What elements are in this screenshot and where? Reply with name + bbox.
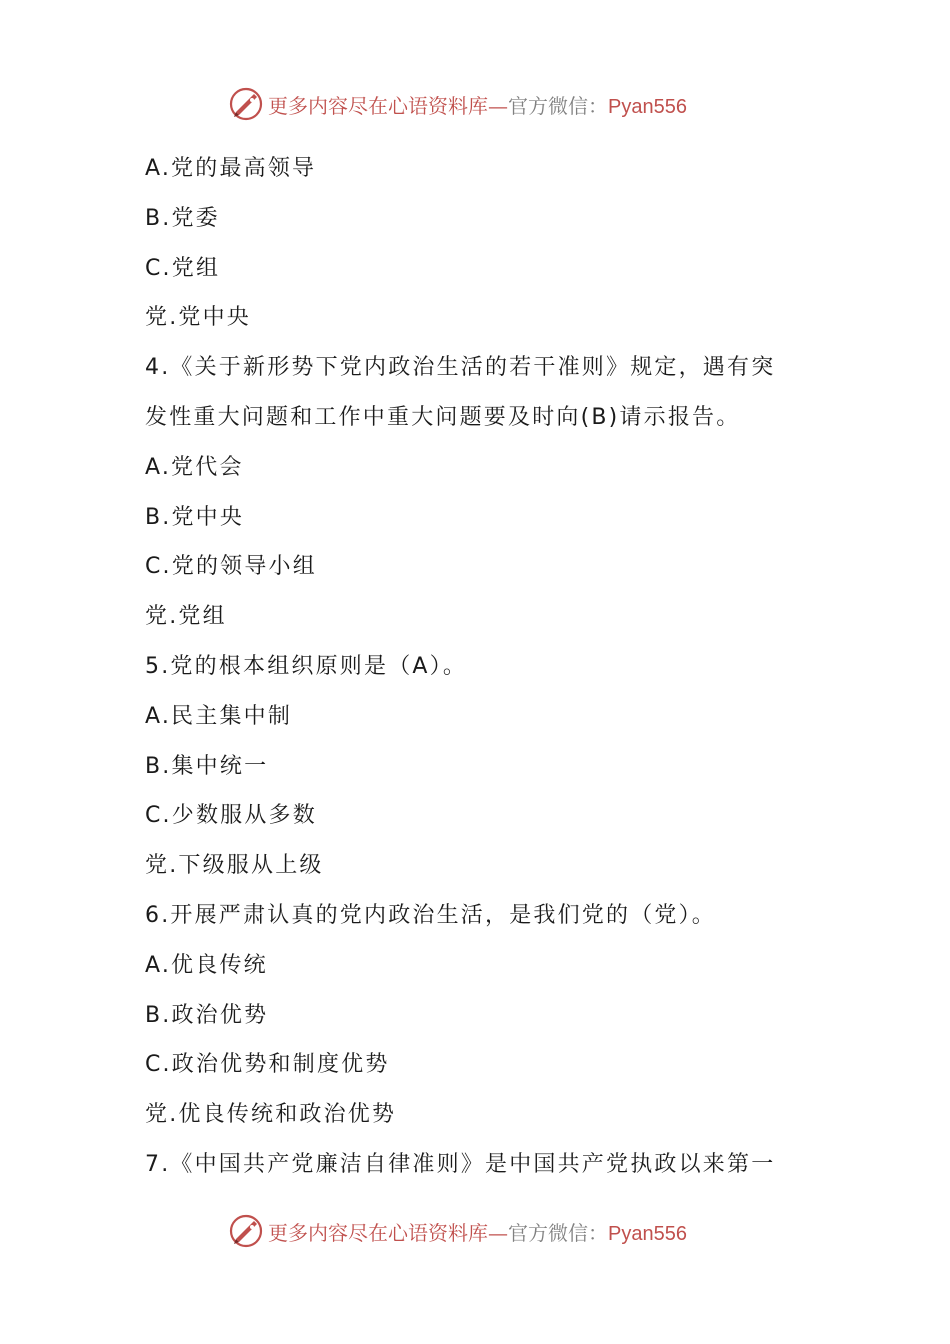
text-line: 6.开展严肃认真的党内政治生活，是我们党的（党）。	[145, 902, 716, 928]
watermark-main: 更多内容尽在心语资料库	[268, 93, 488, 118]
text-line: 党.下级服从上级	[145, 853, 324, 879]
text-line: C.党的领导小组	[145, 554, 317, 580]
watermark-dash: —	[488, 93, 508, 118]
header-watermark	[228, 84, 687, 124]
text-line: C.党组	[145, 255, 221, 281]
watermark-wechat-label: 官方微信：	[508, 1220, 608, 1245]
text-line: 发性重大问题和工作中重大问题要及时向(B)请示报告。	[145, 404, 741, 430]
footer-watermark	[228, 1211, 687, 1251]
watermark-main: 更多内容尽在心语资料库	[268, 1220, 488, 1245]
watermark-wechat-id: Pyan556	[608, 1222, 687, 1245]
text-line: B.集中统一	[145, 753, 269, 779]
text-line: 7.《中国共产党廉洁自律准则》是中国共产党执政以来第一	[145, 1151, 776, 1177]
text-line: C.少数服从多数	[145, 803, 317, 829]
watermark-dash: —	[488, 1220, 508, 1245]
text-line: 4.《关于新形势下党内政治生活的若干准则》规定，遇有突	[145, 355, 776, 381]
watermark-text	[268, 90, 687, 119]
text-line: 党.党组	[145, 604, 227, 630]
text-line: B.党中央	[145, 504, 245, 530]
document-body	[145, 144, 825, 1190]
pen-logo-icon	[228, 1213, 264, 1249]
text-line: A.优良传统	[145, 952, 268, 978]
text-line: A.党代会	[145, 454, 244, 480]
watermark-text	[268, 1217, 687, 1246]
pen-logo-icon	[228, 86, 264, 122]
watermark-wechat-id: Pyan556	[608, 95, 687, 118]
text-line: B.政治优势	[145, 1002, 269, 1028]
watermark-wechat-label: 官方微信：	[508, 93, 608, 118]
text-line: 党.党中央	[145, 305, 251, 331]
text-line: A.民主集中制	[145, 703, 293, 729]
text-line: C.政治优势和制度优势	[145, 1052, 390, 1078]
text-line: 党.优良传统和政治优势	[145, 1102, 397, 1128]
text-line: B.党委	[145, 205, 220, 231]
text-line: A.党的最高领导	[145, 156, 317, 181]
text-line: 5.党的根本组织原则是（A）。	[145, 653, 468, 679]
